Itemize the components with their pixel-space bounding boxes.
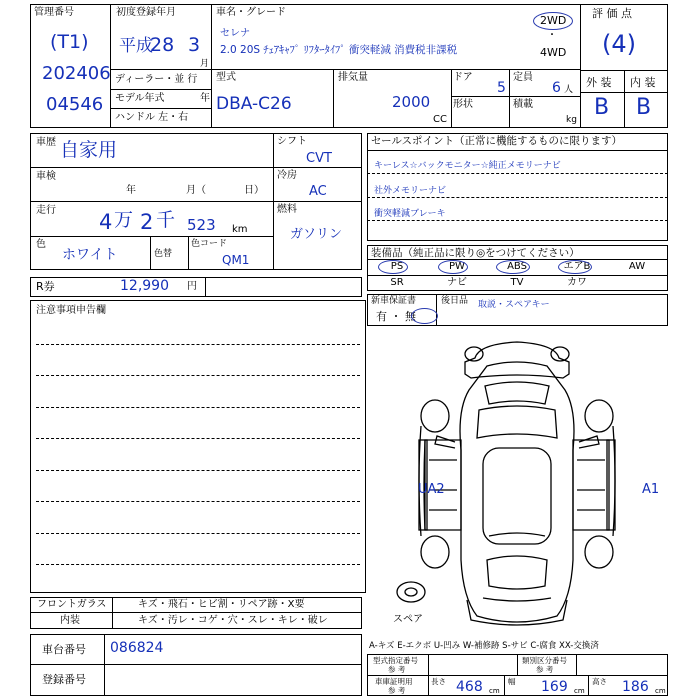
recycle-value: 12,990 xyxy=(120,278,169,294)
interior-grade: B xyxy=(636,95,652,120)
color-value: ホワイト xyxy=(62,247,118,263)
mgmt-number-1: 202406 xyxy=(42,63,111,84)
displacement-value: 2000 xyxy=(392,93,431,111)
rating-score: (4) xyxy=(602,30,636,58)
damage-right-code: A1 xyxy=(642,482,660,497)
aircon-value: AC xyxy=(309,184,327,199)
interior-items: キズ・汚レ・コゲ・穴・スレ・キレ・破レ xyxy=(138,615,328,626)
length-label: 長さ xyxy=(431,677,446,686)
cert-ref: 参 考 xyxy=(388,686,406,695)
class-number-ref: 参 考 xyxy=(536,665,554,674)
front-glass-items: キズ・飛石・ヒビ割・リペア跡・X要 xyxy=(138,599,305,610)
sales-item-1: キーレス☆バックモニター☆純正メモリーナビ xyxy=(374,161,561,171)
type-number-ref: 参 考 xyxy=(388,665,406,674)
height-label: 高さ xyxy=(592,677,607,686)
color-code-label: 色コード xyxy=(191,239,228,249)
recycle-unit: 円 xyxy=(187,281,197,292)
mileage-label: 走行 xyxy=(36,205,56,216)
mgmt-number-2: 04546 xyxy=(46,94,104,115)
exterior-label: 外 装 xyxy=(586,76,612,89)
inspection-year: 年 xyxy=(126,185,136,196)
handle-label: ハンドル 左・右 xyxy=(115,112,189,123)
warranty-none-circle xyxy=(411,308,438,324)
length-unit: cm xyxy=(489,687,500,695)
type-number-label: 型式指定番号 xyxy=(373,656,418,665)
recycle-label: R券 xyxy=(36,280,55,293)
cert-label: 車庫証明用 xyxy=(375,677,413,686)
class-number-label: 類別区分番号 xyxy=(522,656,567,665)
loading-label: 積載 xyxy=(513,99,533,110)
capacity-value: 6 xyxy=(552,80,561,96)
regno-label: 登録番号 xyxy=(42,673,86,686)
mileage-unit: km xyxy=(232,224,248,235)
width-unit: cm xyxy=(574,687,585,695)
capacity-label: 定員 xyxy=(513,72,533,83)
doors-value: 5 xyxy=(497,80,506,96)
equipment-label: 装備品（純正品に限り◎をつけてください） xyxy=(371,247,580,259)
inspection-day: 日） xyxy=(244,185,264,196)
equip-sr: SR xyxy=(390,277,404,288)
equip-ps: PS xyxy=(390,261,404,272)
interior-label-row: 内装 xyxy=(60,615,80,626)
reg-label: 初度登録年月 xyxy=(116,7,176,18)
equip-aw: AW xyxy=(628,261,646,272)
warranty-value: 有 ・ 無 xyxy=(376,310,416,323)
model-year-label: モデル年式 xyxy=(115,93,165,104)
doors-label: ドア xyxy=(453,72,473,83)
dealer-label: ディーラー・並 行 xyxy=(115,74,198,85)
displacement-unit: CC xyxy=(433,114,447,125)
mileage-man-unit: 万 xyxy=(114,209,134,231)
mgmt-label: 管理番号 xyxy=(34,7,74,18)
damage-legend: A-キズ E-エクボ U-凹み W-補修跡 S-サビ C-腐食 XX-交換済 xyxy=(369,641,599,651)
model-label: 型式 xyxy=(216,72,236,83)
equip-airbag: エアB xyxy=(563,261,591,272)
damage-left-code: UA2 xyxy=(418,482,445,497)
equip-pw: PW xyxy=(449,261,465,272)
drive-2wd: 2WD xyxy=(540,14,567,27)
chassis-value: 086824 xyxy=(110,640,164,656)
shape-label: 形状 xyxy=(453,99,473,110)
width-label: 幅 xyxy=(508,677,516,686)
drive-dot: ・ xyxy=(547,30,557,41)
reg-year: 28 xyxy=(150,34,175,56)
height-value: 186 xyxy=(622,679,649,695)
mileage-sen-unit: 千 xyxy=(156,209,176,231)
shift-label: シフト xyxy=(277,136,307,147)
warranty-label: 新車保証書 xyxy=(371,296,417,306)
sales-item-3: 衝突軽減ブレーキ xyxy=(374,209,446,219)
usage-label: 車歴 xyxy=(36,137,56,148)
exterior-grade: B xyxy=(594,95,610,120)
post-value: 取説・スペアキー xyxy=(478,300,550,310)
mileage-man: 4 xyxy=(99,210,113,234)
equip-tv: TV xyxy=(510,277,524,288)
front-glass-label: フロントガラス xyxy=(37,599,107,610)
fuel-label: 燃料 xyxy=(277,204,297,215)
inspection-label: 車検 xyxy=(36,171,56,182)
displacement-label: 排気量 xyxy=(338,72,368,83)
width-value: 169 xyxy=(541,679,568,695)
equip-navi: ナビ xyxy=(447,277,467,288)
fuel-value: ガソリン xyxy=(290,227,343,242)
rating-label: 評 価 点 xyxy=(592,7,632,20)
model-year-unit: 年 xyxy=(200,93,210,104)
reg-month-unit: 月 xyxy=(200,59,210,69)
shift-value: CVT xyxy=(306,151,332,166)
sales-item-2: 社外メモリーナビ xyxy=(374,186,447,196)
reg-era: 平成 xyxy=(119,36,153,56)
model-value: DBA-C26 xyxy=(216,94,292,114)
color-label: 色 xyxy=(36,239,46,250)
car-grade: 2.0 20S ﾁｪｱｷｬﾌﾟ ﾘﾌﾀｰﾀｲﾌﾟ 衝突軽減 消費税非課税 xyxy=(220,44,458,56)
sales-label: セールスポイント（正常に機能するものに限ります） xyxy=(371,135,623,147)
interior-label: 内 装 xyxy=(630,76,656,89)
color-code-value: QM1 xyxy=(222,253,250,267)
equip-abs: ABS xyxy=(507,261,527,272)
mileage-sen: 2 xyxy=(140,210,154,234)
usage-value: 自家用 xyxy=(60,139,118,161)
spare-label: スペア xyxy=(393,614,423,625)
notes-label: 注意事項申告欄 xyxy=(36,305,106,316)
drive-4wd: 4WD xyxy=(540,46,567,59)
capacity-unit: 人 xyxy=(564,85,574,95)
color-change-label: 色替 xyxy=(154,249,173,259)
loading-unit: kg xyxy=(566,115,577,125)
post-label: 後日品 xyxy=(441,296,469,306)
reg-month: 3 xyxy=(188,34,201,56)
equip-leather: カワ xyxy=(567,277,587,288)
mgmt-t1: (T1) xyxy=(50,31,89,53)
length-value: 468 xyxy=(456,679,483,695)
car-label: 車名・グレード xyxy=(216,7,286,18)
chassis-label: 車台番号 xyxy=(42,643,86,656)
mileage-rest: 523 xyxy=(187,216,216,234)
aircon-label: 冷房 xyxy=(277,170,297,181)
car-diagram xyxy=(367,330,668,636)
height-unit: cm xyxy=(655,687,666,695)
car-name: セレナ xyxy=(220,28,250,39)
inspection-month: 月（ xyxy=(186,185,206,196)
